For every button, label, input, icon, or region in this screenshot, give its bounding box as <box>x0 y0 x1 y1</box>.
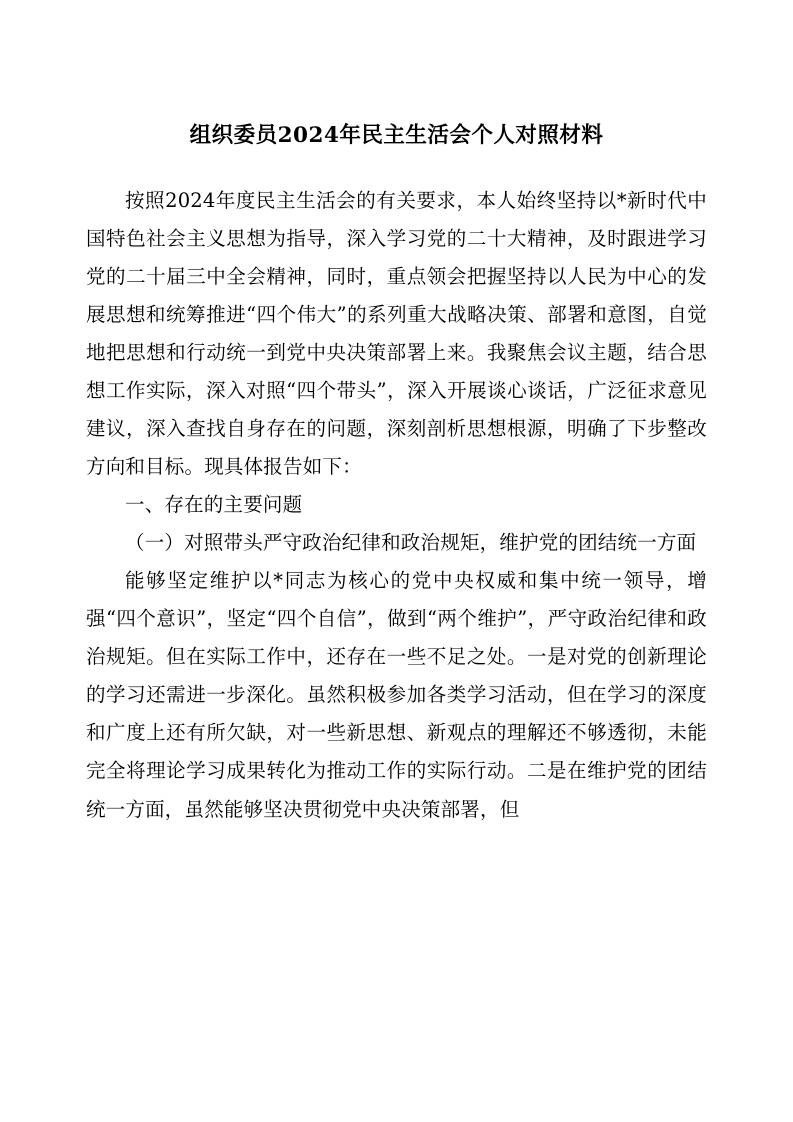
page-title: 组织委员2024年民主生活会个人对照材料 <box>189 123 604 148</box>
subsection-heading-political-discipline: （一）对照带头严守政治纪律和政治规矩，维护党的团结统一方面 <box>125 531 697 555</box>
paragraph-opening: 按照2024年度民主生活会的有关要求，本人始终坚持以*新时代中国特色社会主义思想为指导，深入学习党的二十大精神，及时跟进学习党的二十届三中全会精神，同时，重点领会把握坚持以人民为中心的发展思想和统筹推进“四个伟大”的系列重大战略决策、部署和意图，自觉地把思想和行动统一到党中央决策部署上来。我聚焦会议主题，结合思想工作实际，深入对照“四个带头”，深入开展谈心谈话，广泛征求意见建议，深入查找自身存在的问题，深刻剖析思想根源，明确了下步整改方向和目标。现具体报告如下： <box>86 189 707 479</box>
paragraph-political-discipline-body: 能够坚定维护以*同志为核心的党中央权威和集中统一领导，增强“四个意识”，坚定“四个自信”，做到“两个维护”，严守政治纪律和政治规矩。但在实际工作中，还存在一些不足之处。一是对党的创新理论的学习还需进一步深化。虽然积极参加各类学习活动，但在学习的深度和广度上还有所欠缺，对一些新思想、新观点的理解还不够透彻，未能完全将理论学习成果转化为推动工作的实际行动。二是在维护党的团结统一方面，虽然能够坚决贯彻党中央决策部署，但 <box>86 569 707 821</box>
section-heading-main-problems: 一、存在的主要问题 <box>125 493 303 517</box>
